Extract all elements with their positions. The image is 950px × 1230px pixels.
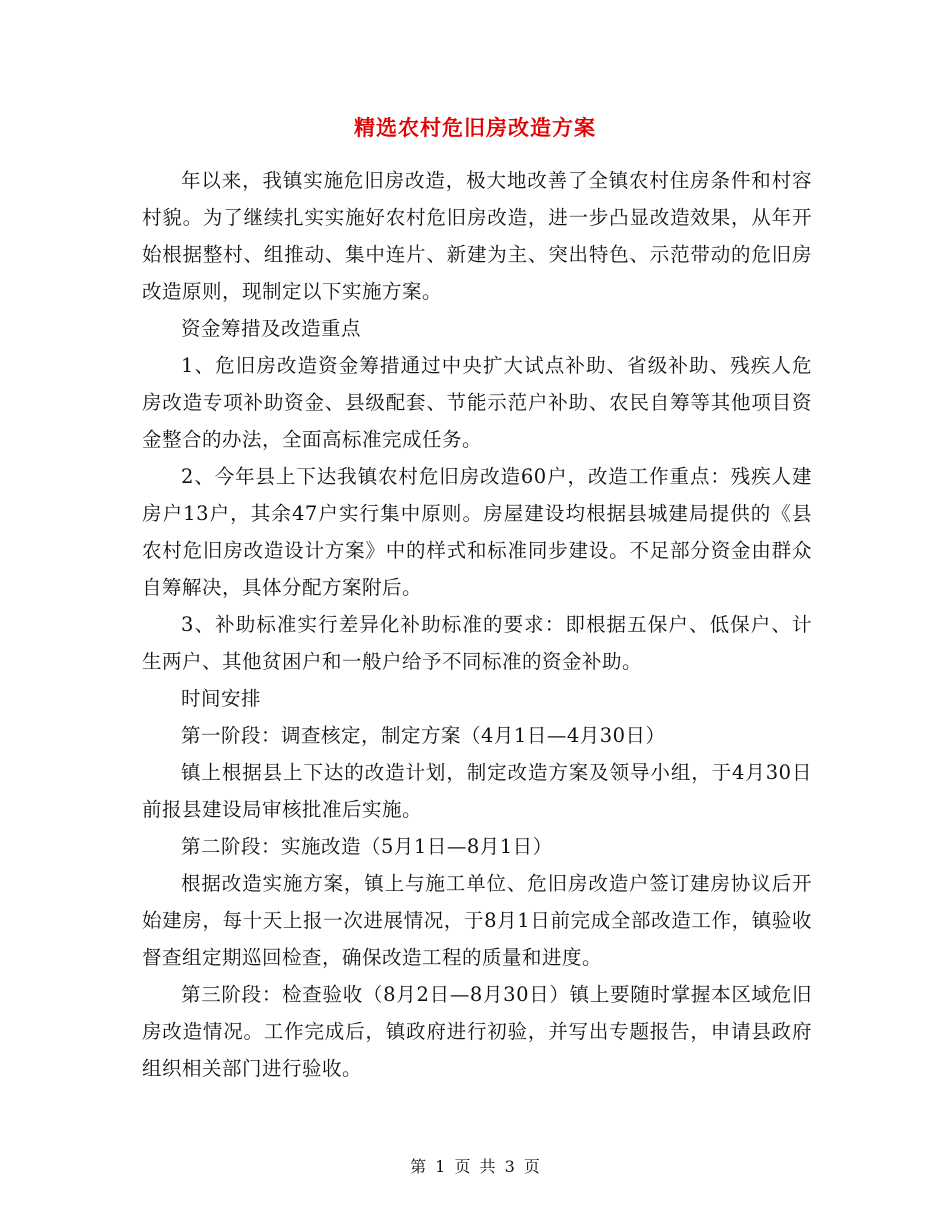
stage-two-paragraph: 根据改造实施方案，镇上与施工单位、危旧房改造户签订建房协议后开始建房，每十天上报一次进展情况，于8月1日前完成全部改造工作，镇验收督查组定期巡回检查，确保改造工程的质量和进度。 xyxy=(142,872,812,969)
document-title: 精选农村危旧房改造方案 xyxy=(354,115,596,140)
page-number-footer: 第 1 页 共 3 页 xyxy=(410,1157,540,1176)
stage-three-paragraph: 第三阶段：检查验收（8月2日—8月30日）镇上要随时掌握本区域危旧房改造情况。工作完成后，镇政府进行初验，并写出专题报告，申请县政府组织相关部门进行验收。 xyxy=(142,983,812,1080)
stage-one-heading: 第一阶段：调查核定，制定方案（4月1日—4月30日） xyxy=(181,724,666,747)
stage-two-heading: 第二阶段：实施改造（5月1日—8月1日） xyxy=(181,835,553,858)
paragraph-funding-3: 3、补助标准实行差异化补助标准的要求：即根据五保户、低保户、计生两户、其他贫困户和一般户给予不同标准的资金补助。 xyxy=(142,613,812,673)
document-body xyxy=(142,162,812,1087)
paragraph-funding-2: 2、今年县上下达我镇农村危旧房改造60户，改造工作重点：残疾人建房户13户，其余47户实行集中原则。房屋建设均根据县城建局提供的《县农村危旧房改造设计方案》中的样式和标准同步建设。不足部分资金由群众自筹解决，具体分配方案附后。 xyxy=(142,465,812,599)
paragraph-intro: 年以来，我镇实施危旧房改造，极大地改善了全镇农村住房条件和村容村貌。为了继续扎实实施好农村危旧房改造，进一步凸显改造效果，从年开始根据整村、组推动、集中连片、新建为主、突出特色、示范带动的危旧房改造原则，现制定以下实施方案。 xyxy=(142,169,812,303)
stage-one-paragraph: 镇上根据县上下达的改造计划，制定改造方案及领导小组，于4月30日前报县建设局审核批准后实施。 xyxy=(142,761,812,821)
heading-funding: 资金筹措及改造重点 xyxy=(181,317,362,340)
heading-schedule: 时间安排 xyxy=(181,687,262,710)
paragraph-funding-1: 1、危旧房改造资金筹措通过中央扩大试点补助、省级补助、残疾人危房改造专项补助资金、县级配套、节能示范户补助、农民自筹等其他项目资金整合的办法，全面高标准完成任务。 xyxy=(142,354,812,451)
